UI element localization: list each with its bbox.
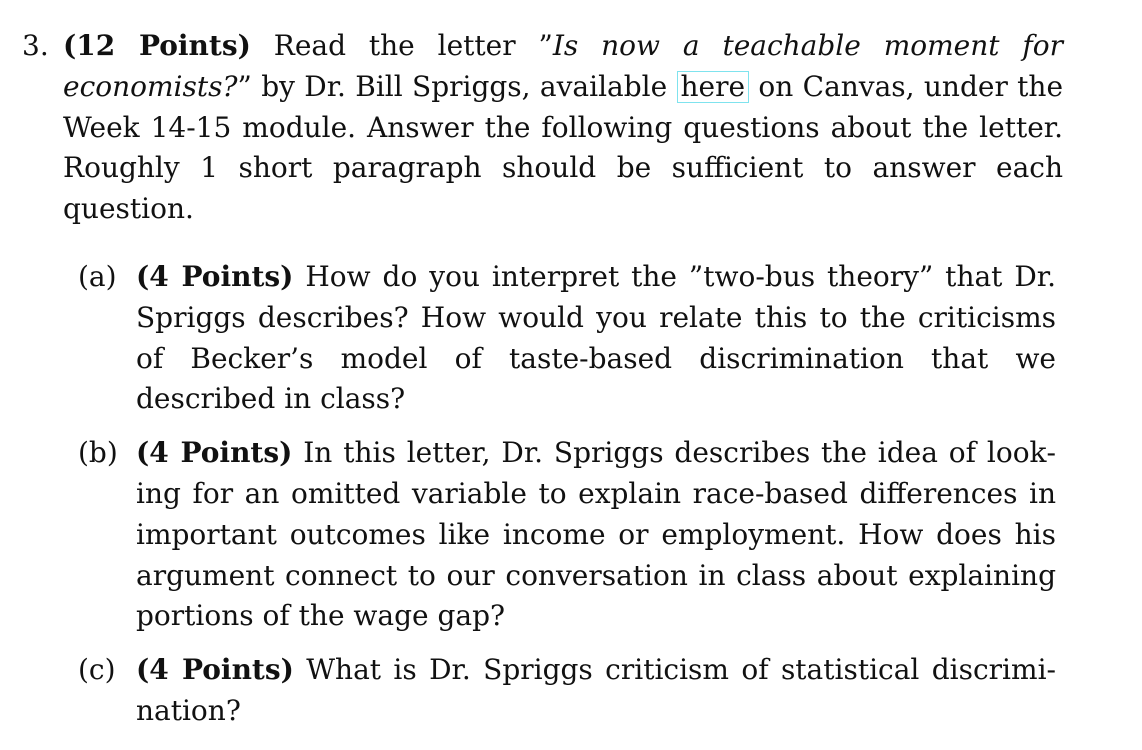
question-points: (12 Points) bbox=[63, 29, 251, 62]
question-number: 3. bbox=[22, 29, 49, 62]
part-a bbox=[22, 257, 1056, 420]
question-prompt bbox=[22, 26, 1063, 230]
part-c bbox=[22, 650, 1056, 732]
instructions-text: on Canvas, under the Week 14-15 module. Answer the following questions about the letter. Roughly 1 short paragraph should be sufficient to answer each question. bbox=[63, 69, 1064, 226]
question-3 bbox=[22, 26, 1122, 732]
part-points: (4 Points) bbox=[136, 259, 294, 293]
part-label: (c) bbox=[78, 653, 116, 687]
title-close-quote: ” bbox=[237, 69, 252, 103]
part-b bbox=[22, 433, 1056, 637]
by-text: by Dr. Bill Spriggs, available bbox=[261, 69, 668, 103]
intro-text: Read the letter ” bbox=[273, 29, 553, 62]
here-link[interactable]: here bbox=[677, 71, 750, 103]
part-text: In this letter, Dr. Spriggs describes the idea of looking for an omitted variable to explain race-based differences in important outcomes like income or employment. How does his argument connect to our conversation in class about explaining portions of the wage gap? bbox=[136, 436, 1056, 633]
sub-questions bbox=[22, 257, 1122, 732]
part-points: (4 Points) bbox=[136, 653, 294, 687]
letter-title: Is now a teachable moment for economists? bbox=[63, 29, 1064, 103]
part-text: How do you interpret the ”two-bus theory” that Dr. Spriggs describes? How would you relate this to the criticisms of Becker’s model of taste-based discrimination that we described in class? bbox=[136, 259, 1057, 416]
part-label: (a) bbox=[78, 259, 117, 293]
part-label: (b) bbox=[78, 436, 118, 470]
part-text: What is Dr. Spriggs criticism of statistical discrimination? bbox=[136, 653, 1056, 727]
part-points: (4 Points) bbox=[136, 436, 293, 470]
